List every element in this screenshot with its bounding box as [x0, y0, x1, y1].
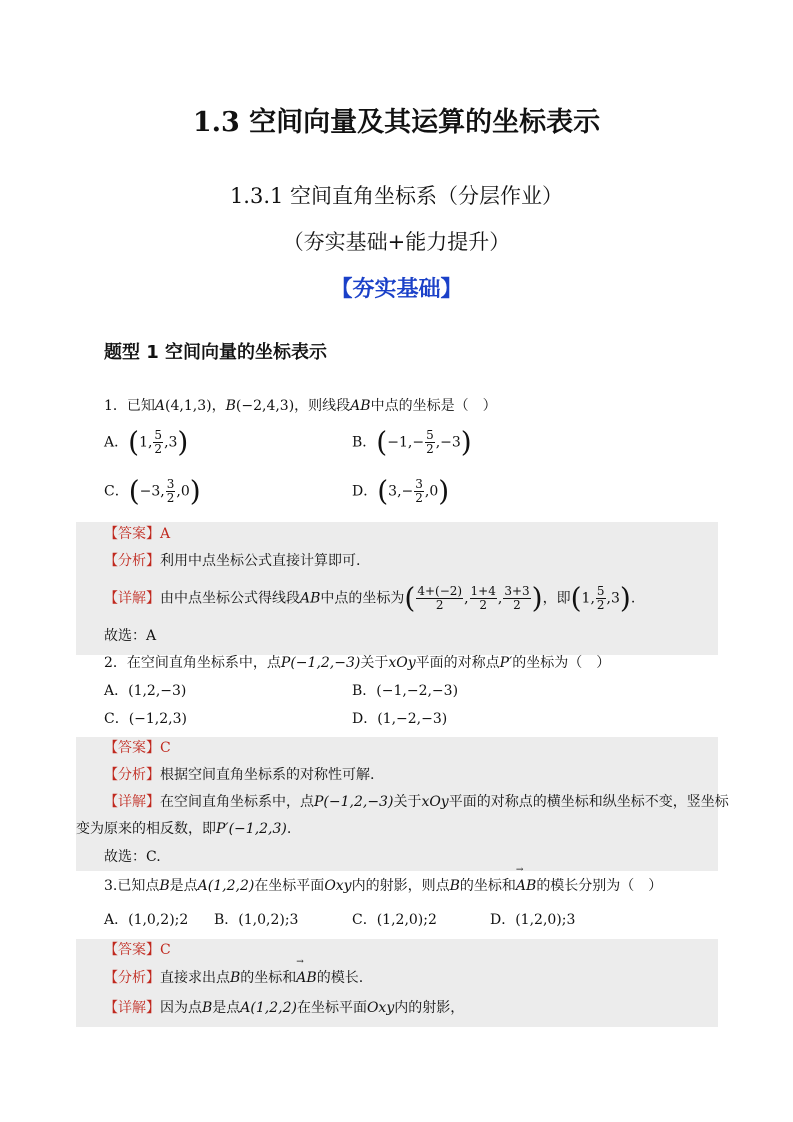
subtitle: 1.3.1 空间直角坐标系（分层作业） [229, 184, 564, 208]
subtitle-2: （夯实基础+能力提升） [282, 230, 511, 254]
q2-option-d: D．(1,−2,−3) [352, 711, 448, 727]
q2-option-a: A．(1,2,−3) [104, 683, 187, 699]
q3-analysis: 【分析】直接求出点B的坐标和→ AB的模长. [104, 968, 363, 988]
q2-stem: 2．在空间直角坐标系中，点P(−1,2,−3)关于xOy平面的对称点P′的坐标为（ ） [104, 655, 611, 671]
q3-option-d: D．(1,2,0);3 [490, 912, 576, 928]
q2-option-c: C．(−1,2,3) [104, 711, 187, 727]
q3-option-c: C．(1,2,0);2 [352, 912, 437, 928]
q3-answer: 【答案】C [104, 942, 171, 958]
q1-stem: 1．已知A(4,1,3)，B(−2,4,3)，则线段AB中点的坐标是（ ） [104, 398, 497, 414]
q1-pick: 故选：A [104, 628, 157, 644]
q3-option-b: B．(1,0,2);3 [214, 912, 299, 928]
q2-analysis: 【分析】根据空间直角坐标系的对称性可解. [104, 767, 375, 783]
section-heading: 【夯实基础】 [330, 276, 463, 302]
q3-option-a: A．(1,0,2);2 [104, 912, 189, 928]
page-title: 1.3 空间向量及其运算的坐标表示 [192, 107, 601, 138]
q1-option-c: C．(−3, $\frac{3}{2}$ ,0) [104, 474, 201, 508]
q2-detail-line2: 变为原来的相反数，即P′(−1,2,3). [76, 821, 292, 837]
q1-option-d: D．(3,− $\frac{3}{2}$ ,0) [352, 474, 450, 508]
type-heading: 题型 1 空间向量的坐标表示 [104, 342, 328, 363]
q1-option-b: B．(−1,− $\frac{5}{2}$ ,−3) [352, 425, 472, 459]
q1-detail: 【详解】由中点坐标公式得线段AB中点的坐标为( $\frac{4+(-2)}{2}$ , $\frac{1+4}{2}$ , $\frac{3+3}{2}$ )，即(1, $\frac{5}{2}$ ,3). [104, 581, 636, 615]
q2-detail: 【详解】在空间直角坐标系中，点P(−1,2,−3)关于xOy平面的对称点的横坐标和纵坐标不变，竖坐标 [104, 794, 729, 810]
q3-detail: 【详解】因为点B是点A(1,2,2)在坐标平面Oxy内的射影， [104, 1000, 465, 1016]
q2-option-b: B．(−1,−2,−3) [352, 683, 459, 699]
q1-analysis: 【分析】利用中点坐标公式直接计算即可. [104, 553, 361, 569]
q2-pick: 故选：C. [104, 849, 161, 865]
q1-option-a: A．(1, $\frac{5}{2}$ ,3) [104, 425, 189, 459]
q1-answer: 【答案】A [104, 526, 171, 542]
q2-answer: 【答案】C [104, 740, 171, 756]
q3-stem: 3.已知点B是点A(1,2,2)在坐标平面Oxy内的射影，则点B的坐标和→ AB的模长分别为（ ） [104, 876, 662, 896]
